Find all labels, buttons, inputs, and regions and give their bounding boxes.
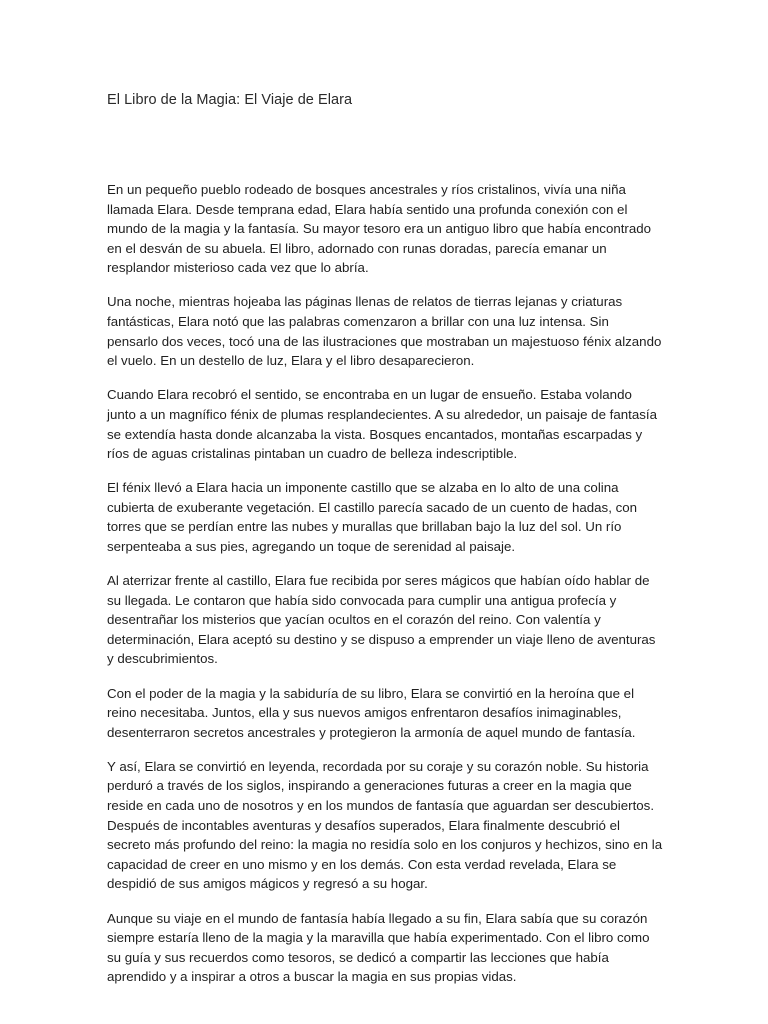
- paragraph-1: En un pequeño pueblo rodeado de bosques ancestrales y ríos cristalinos, vivía una niña llamada Elara. Desde temprana edad, Elara había sentido una profunda conexión con el mundo de la magia y la fantasía. Su mayor tesoro era un antiguo libro que había encontrado en el desván de su abuela. El libro, adornado con runas doradas, parecía emanar un resplandor misterioso cada vez que lo abría.: [107, 182, 652, 276]
- paragraph-6: Con el poder de la magia y la sabiduría de su libro, Elara se convirtió en la heroína que el reino necesitaba. Juntos, ella y sus nuevos amigos enfrentaron desafíos inimaginables, desenterraron secretos ancestrales y protegieron la armonía de aquel mundo de fantasía.: [107, 685, 636, 740]
- paragraph-4: El fénix llevó a Elara hacia un imponente castillo que se alzaba en lo alto de una colina cubierta de exuberante vegetación. El castillo parecía sacado de un cuento de hadas, con torres que se perdían entre las nubes y murallas que brillaban bajo la luz del sol. Un río serpenteaba a sus pies, agregando un toque de serenidad al paisaje.: [107, 480, 638, 554]
- paragraph-5: Al aterrizar frente al castillo, Elara fue recibida por seres mágicos que habían oído hablar de su llegada. Le contaron que había sido convocada para cumplir una antigua profecía y desentrañar los misterios que yacían ocultos en el corazón del reino. Con valentía y determinación, Elara aceptó su destino y se dispuso a emprender un viaje lleno de aventuras y descubrimientos.: [107, 573, 656, 667]
- paragraph-3: Cuando Elara recobró el sentido, se encontraba en un lugar de ensueño. Estaba volando junto a un magnífico fénix de plumas resplandecientes. A su alrededor, un paisaje de fantasía se extendía hasta donde alcanzaba la vista. Bosques encantados, montañas escarpadas y ríos de aguas cristalinas pintaban un cuadro de belleza indescriptible.: [107, 387, 657, 462]
- paragraph-7: Y así, Elara se convirtió en leyenda, recordada por su coraje y su corazón noble. Su historia perduró a través de los siglos, inspirando a generaciones futuras a creer en la magia que reside en cada uno de nosotros y en los mundos de fantasía que aguardan ser descubiertos. Después de incontables aventuras y desafíos superados, Elara finalmente descubrió el secreto más profundo del reino: la magia no residía solo en los conjuros y hechizos, sino en la capacidad de creer en uno mismo y en los demás. Con esta verdad revelada, Elara se despidió de sus amigos mágicos y regresó a su hogar.: [107, 758, 663, 892]
- document-body: [107, 180, 663, 1001]
- document-title: El Libro de la Magia: El Viaje de Elara: [107, 92, 353, 108]
- paragraph-8: Aunque su viaje en el mundo de fantasía había llegado a su fin, Elara sabía que su corazón siempre estaría lleno de la magia y la maravilla que había experimentado. Con el libro como su guía y sus recuerdos como tesoros, se dedicó a compartir las lecciones que había aprendido y a inspirar a otros a buscar la magia en sus propias vidas.: [107, 910, 650, 985]
- paragraph-2: Una noche, mientras hojeaba las páginas llenas de relatos de tierras lejanas y criaturas fantásticas, Elara notó que las palabras comenzaron a brillar con una luz intensa. Sin pensarlo dos veces, tocó una de las ilustraciones que mostraban un majestuoso fénix alzando el vuelo. En un destello de luz, Elara y el libro desaparecieron.: [107, 294, 662, 369]
